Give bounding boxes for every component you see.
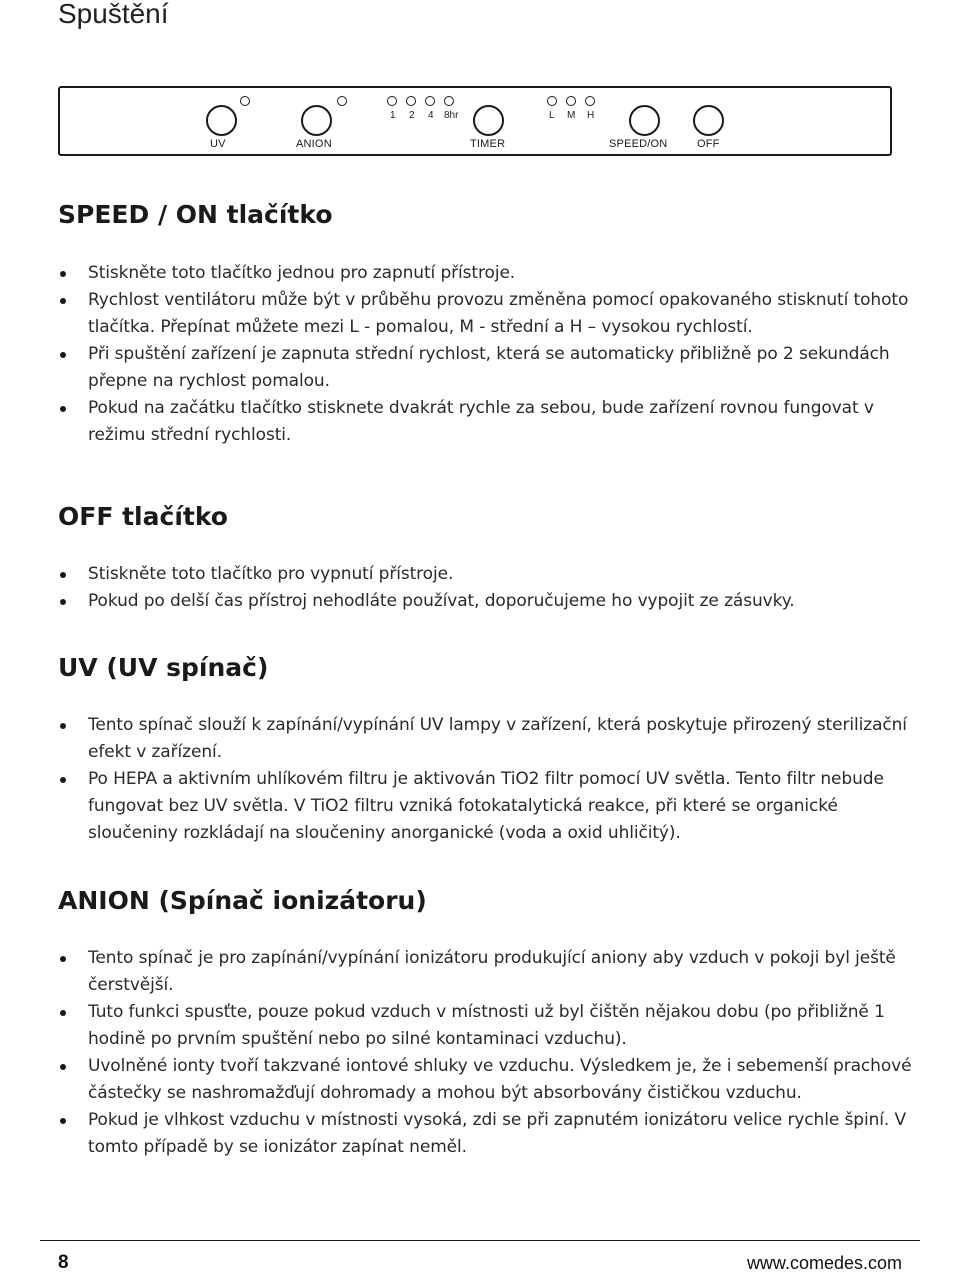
control-panel-diagram xyxy=(58,86,892,156)
list-item: Pokud na začátku tlačítko stisknete dvakrát rychle za sebou, bude zařízení rovnou fungovat v režimu střední rychlosti. xyxy=(58,395,918,449)
speed-led-label-l: L xyxy=(549,110,555,121)
list-item: Po HEPA a aktivním uhlíkovém filtru je aktivován TiO2 filtr pomocí UV světla. Tento filtr nebude fungovat bez UV světla. V TiO2 filtru vzniká fotokatalytická reakce, při které se organické sloučeniny rozkládají na sloučeniny anorganické (voda a oxid uhličitý). xyxy=(58,766,918,847)
website-link[interactable]: www.comedes.com xyxy=(746,1253,902,1273)
timer-led-label-8hr: 8hr xyxy=(444,110,459,121)
timer-led-label-4: 4 xyxy=(428,110,434,121)
list-item: Tento spínač je pro zapínání/vypínání ionizátoru produkující aniony aby vzduch v pokoji byl ještě čerstvější. xyxy=(58,945,918,999)
bullet-list xyxy=(58,260,918,449)
list-item: Pokud je vlhkost vzduchu v místnosti vysoká, zdi se při zapnutém ionizátoru velice rychle špiní. V tomto případě by se ionizátor zapínat neměl. xyxy=(58,1107,918,1161)
timer-button-diagram xyxy=(473,105,504,136)
timer-led-label-1: 1 xyxy=(390,110,396,121)
section-heading: ANION (Spínač ionizátoru) xyxy=(58,886,427,915)
bullet-list xyxy=(58,561,918,615)
list-item: Uvolněné ionty tvoří takzvané iontové shluky ve vzduchu. Výsledkem je, že i sebemenší prachové částečky se nashromažďují dohromady a mohou být absorbovány čističkou vzduchu. xyxy=(58,1053,918,1107)
uv-button-diagram xyxy=(206,105,237,136)
list-item: Stiskněte toto tlačítko pro vypnutí přístroje. xyxy=(58,561,918,588)
speed-led-h xyxy=(585,96,595,106)
list-item: Při spuštění zařízení je zapnuta střední rychlost, která se automaticky přibližně po 2 sekundách přepne na rychlost pomalou. xyxy=(58,341,918,395)
timer-led-label-2: 2 xyxy=(409,110,415,121)
list-item: Tuto funkci spusťte, pouze pokud vzduch v místnosti už byl čištěn nějakou dobu (po přibližně 1 hodině po prvním spuštění nebo po silné kontaminaci vzduchu). xyxy=(58,999,918,1053)
section-heading: OFF tlačítko xyxy=(58,502,228,531)
off-button-label: OFF xyxy=(697,138,720,150)
speed-led-l xyxy=(547,96,557,106)
anion-button-label: ANION xyxy=(296,138,332,150)
bullet-list xyxy=(58,945,918,1161)
speed-led-label-m: M xyxy=(567,110,576,121)
list-item: Stiskněte toto tlačítko jednou pro zapnutí přístroje. xyxy=(58,260,918,287)
page-title: Spuštění xyxy=(58,0,169,29)
off-button-diagram xyxy=(693,105,724,136)
section-off xyxy=(58,502,918,615)
anion-button-diagram xyxy=(301,105,332,136)
section-heading: SPEED / ON tlačítko xyxy=(58,200,333,229)
section-uv xyxy=(58,653,918,847)
page-number: 8 xyxy=(58,1252,69,1273)
speed-on-button-label: SPEED/ON xyxy=(609,138,668,150)
anion-indicator-led xyxy=(337,96,347,106)
uv-indicator-led xyxy=(240,96,250,106)
section-anion xyxy=(58,886,918,1161)
footer-divider xyxy=(40,1240,920,1241)
list-item: Rychlost ventilátoru může být v průběhu provozu změněna pomocí opakovaného stisknutí tohoto tlačítka. Přepínat můžete mezi L - pomalou, M - střední a H – vysokou rychlostí. xyxy=(58,287,918,341)
timer-led-4 xyxy=(425,96,435,106)
speed-on-button-diagram xyxy=(629,105,660,136)
timer-button-label: TIMER xyxy=(470,138,506,150)
speed-led-m xyxy=(566,96,576,106)
list-item: Pokud po delší čas přístroj nehodláte používat, doporučujeme ho vypojit ze zásuvky. xyxy=(58,588,918,615)
bullet-list xyxy=(58,712,918,847)
timer-led-8hr xyxy=(444,96,454,106)
timer-led-2 xyxy=(406,96,416,106)
list-item: Tento spínač slouží k zapínání/vypínání UV lampy v zařízení, která poskytuje přirozený sterilizační efekt v zařízení. xyxy=(58,712,918,766)
uv-button-label: UV xyxy=(210,138,226,150)
speed-led-label-h: H xyxy=(587,110,595,121)
timer-led-1 xyxy=(387,96,397,106)
section-speed-on xyxy=(58,200,918,449)
section-heading: UV (UV spínač) xyxy=(58,653,269,682)
